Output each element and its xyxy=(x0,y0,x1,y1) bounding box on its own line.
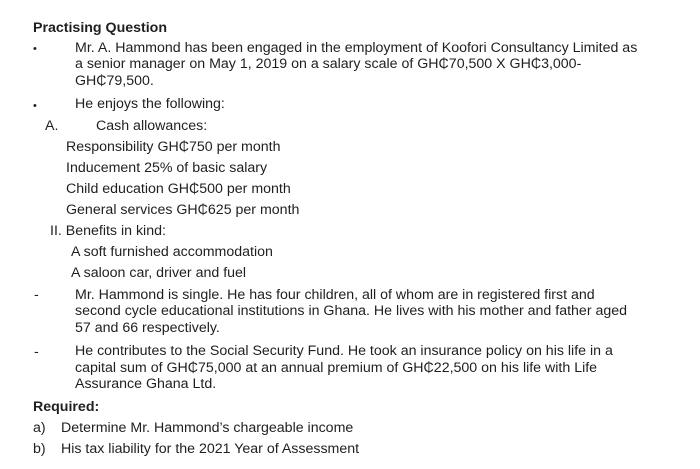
cash-allowance-item: Inducement 25% of basic salary xyxy=(66,160,268,176)
cash-allowance-item: Responsibility GH₵750 per month xyxy=(66,139,281,155)
section-a-marker: A. xyxy=(45,118,59,134)
para3-line-3: 57 and 66 respectively. xyxy=(75,320,220,336)
bullet-marker: • xyxy=(33,100,37,112)
para4-line-2: capital sum of GH₵75,000 at an annual premium of GH₵22,500 on his life with Life xyxy=(75,360,598,376)
required-item-a: Determine Mr. Hammond’s chargeable income xyxy=(61,420,354,436)
para4-line-1: He contributes to the Social Security Fund. He took an insurance policy on his life in a xyxy=(75,343,613,359)
section-a-heading: Cash allowances: xyxy=(96,118,208,134)
required-heading: Required: xyxy=(33,399,100,415)
para4-line-3: Assurance Ghana Ltd. xyxy=(75,376,217,392)
para2: He enjoys the following: xyxy=(75,96,225,112)
cash-allowance-item: General services GH₵625 per month xyxy=(66,202,300,218)
section-ii-heading: II. Benefits in kind: xyxy=(50,223,166,239)
dash-marker: - xyxy=(34,344,39,360)
benefit-item: A saloon car, driver and fuel xyxy=(71,265,247,281)
para3-line-2: second cycle educational institutions in Ghana. He lives with his mother and father aged xyxy=(75,303,628,319)
para3-line-1: Mr. Hammond is single. He has four children, all of whom are in registered first and xyxy=(75,287,595,303)
dash-marker: - xyxy=(34,287,39,303)
bullet-marker: • xyxy=(33,43,37,55)
para1-line-2: a senior manager on May 1, 2019 on a salary scale of GH₵70,500 X GH₵3,000- xyxy=(75,56,582,72)
required-marker-a: a) xyxy=(33,420,46,436)
required-item-b: His tax liability for the 2021 Year of Assessment xyxy=(61,441,360,457)
required-marker-b: b) xyxy=(33,441,46,457)
para1-line-3: GH₵79,500. xyxy=(75,73,154,89)
cash-allowance-item: Child education GH₵500 per month xyxy=(66,181,291,197)
benefit-item: A soft furnished accommodation xyxy=(71,244,273,260)
page-title: Practising Question xyxy=(33,20,168,36)
para1-line-1: Mr. A. Hammond has been engaged in the employment of Koofori Consultancy Limited as xyxy=(75,40,638,56)
